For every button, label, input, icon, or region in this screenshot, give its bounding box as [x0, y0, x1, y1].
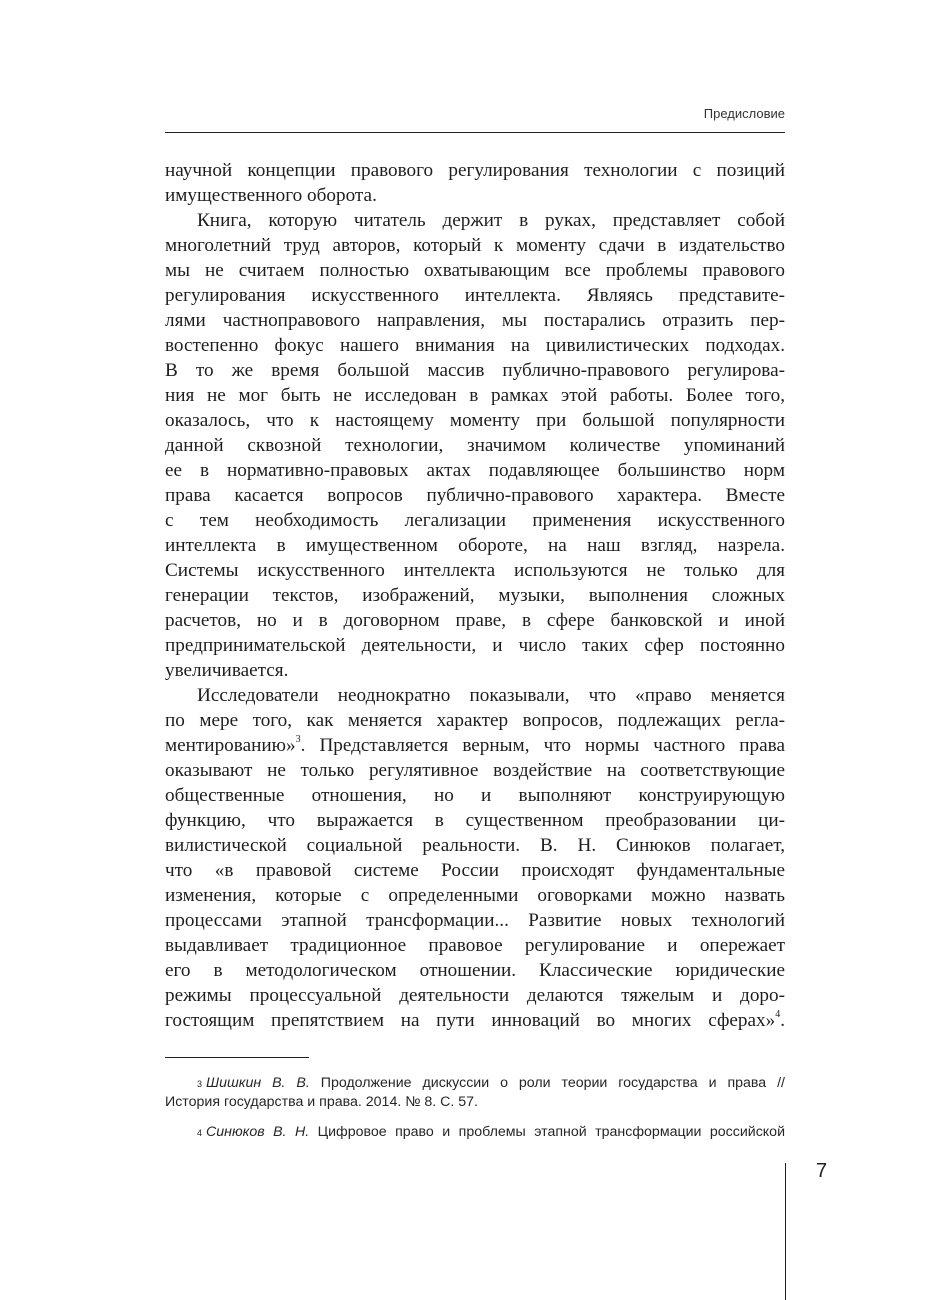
p3-text: .	[780, 1010, 785, 1031]
footnote-line	[165, 1074, 785, 1093]
p3-line: что «в правовой системе России происходят фундаментальные	[165, 860, 785, 881]
footnote-ref-3[interactable]: 3	[295, 734, 301, 745]
header-divider	[165, 132, 785, 133]
footnote-line	[165, 1123, 785, 1142]
p2-line: интеллекта в имущественном обороте, на наш взгляд, назрела.	[165, 535, 785, 556]
p3-line	[165, 733, 785, 758]
p3-line: процессами этапной трансформации... Развитие новых технологий	[165, 910, 785, 931]
p3-text: ментированию»	[165, 735, 296, 756]
p2-line: многолетний труд авторов, который к моменту сдачи в издательство	[165, 235, 785, 256]
footnote-number: 3	[197, 1079, 203, 1089]
p1-line: научной концепции правового регулирования технологии с позиций	[165, 160, 785, 181]
footnote-text: Продолжение дискуссии о роли теории государства и права //	[309, 1075, 785, 1091]
p2-line: генерации текстов, изображений, музыки, выполнения сложных	[165, 585, 785, 606]
p3-text: гостоящим препятствием на пути инноваций во многих сферах»	[165, 1010, 776, 1031]
p2-line: В то же время большой массив публично-правового регулирова-	[165, 360, 785, 381]
p2-line: права касается вопросов публично-правового характера. Вместе	[165, 485, 785, 506]
running-head-title: Предисловие	[703, 106, 785, 121]
footnote-line: История государства и права. 2014. № 8. С. 57.	[165, 1094, 479, 1110]
footnote-ref-4[interactable]: 4	[775, 1009, 781, 1020]
page-number-divider	[785, 1163, 786, 1300]
p3-line: выдавливает традиционное правовое регулирование и опережает	[165, 935, 785, 956]
p1-line: имущественного оборота.	[165, 185, 377, 206]
p2-line: увеличивается.	[165, 660, 289, 681]
p3-line: его в методологическом отношении. Классические юридические	[165, 960, 785, 981]
p2-line: оказалось, что к настоящему моменту при большой популярности	[165, 410, 785, 431]
p2-line: Книга, которую читатель держит в руках, представляет собой	[197, 210, 785, 231]
footnote-4	[165, 1123, 785, 1142]
footnote-author: Шишкин В. В.	[206, 1075, 310, 1091]
p3-line: общественные отношения, но и выполняют конструирующую	[165, 785, 785, 806]
p2-line: Системы искусственного интеллекта используются не только для	[165, 560, 785, 581]
footnote-divider	[165, 1057, 309, 1058]
footnote-author: Синюков В. Н.	[206, 1124, 310, 1140]
p2-line: ния не мог быть не исследован в рамках этой работы. Более того,	[165, 385, 785, 406]
footnote-3	[165, 1074, 785, 1112]
p2-line: ее в нормативно-правовых актах подавляющее большинство норм	[165, 460, 785, 481]
p2-line: с тем необходимость легализации применения искусственного	[165, 510, 785, 531]
p3-line: Исследователи неоднократно показывали, что «право меняется	[197, 685, 785, 706]
p2-line: расчетов, но и в договорном праве, в сфере банковской и иной	[165, 610, 785, 631]
p2-line: мы не считаем полностью охватывающим все проблемы правового	[165, 260, 785, 281]
p3-line: режимы процессуальной деятельности делаются тяжелым и доро-	[165, 985, 785, 1006]
page-number: 7	[816, 1160, 828, 1182]
footnote-number: 4	[197, 1128, 203, 1138]
p3-line: функцию, что выражается в существенном преобразовании ци-	[165, 810, 785, 831]
p3-line: по мере того, как меняется характер вопросов, подлежащих регла-	[165, 710, 785, 731]
p2-line: регулирования искусственного интеллекта. Являясь представите-	[165, 285, 785, 306]
main-text	[165, 158, 785, 1033]
p3-line: вилистической социальной реальности. В. Н. Синюков полагает,	[165, 835, 785, 856]
p2-line: востепенно фокус нашего внимания на цивилистических подходах.	[165, 335, 785, 356]
p3-line: оказывают не только регулятивное воздействие на соответствующие	[165, 760, 785, 781]
p3-line	[165, 1008, 785, 1033]
p2-line: лями частноправового направления, мы постарались отразить пер-	[165, 310, 785, 331]
p2-line: данной сквозной технологии, значимом количестве упоминаний	[165, 435, 785, 456]
p3-text: . Представляется верным, что нормы частного права	[300, 735, 785, 756]
p3-line: изменения, которые с определенными оговорками можно назвать	[165, 885, 785, 906]
p2-line: предпринимательской деятельности, и число таких сфер постоянно	[165, 635, 785, 656]
footnotes	[165, 1074, 785, 1153]
footnote-text: Цифровое право и проблемы этапной трансформации российской	[309, 1124, 785, 1140]
